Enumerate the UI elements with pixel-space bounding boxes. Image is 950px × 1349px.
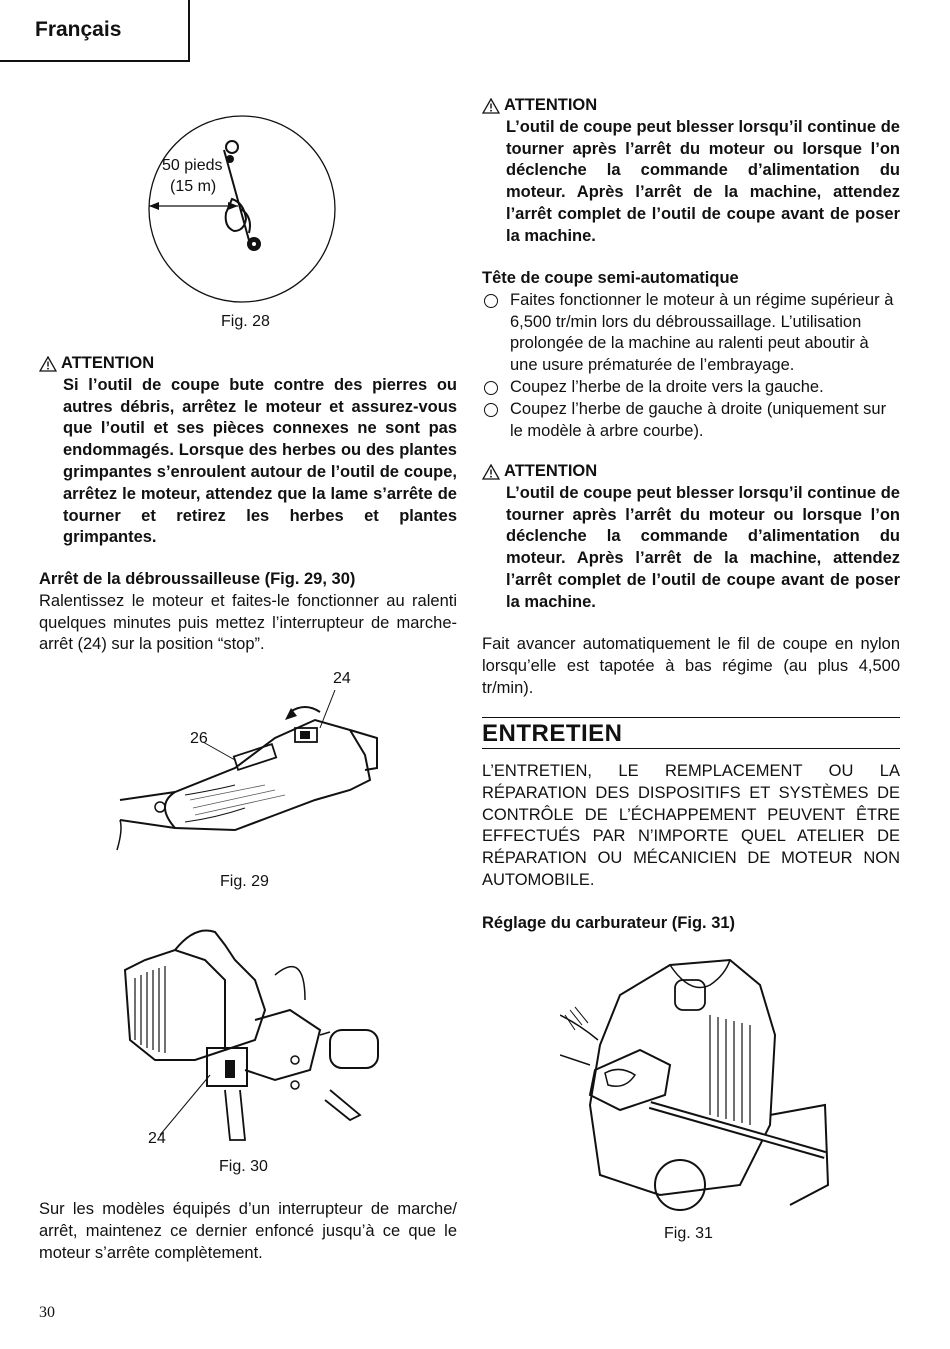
warning-3 — [482, 461, 900, 614]
fig28-illustration — [146, 114, 346, 314]
fig30-label-24: 24 — [148, 1130, 166, 1147]
fig31-caption: Fig. 31 — [664, 1225, 713, 1242]
warning-2-title: ATTENTION — [504, 96, 598, 114]
list-item: Coupez l’herbe de la droite vers la gauche. — [482, 377, 900, 399]
language-tab — [0, 0, 190, 62]
fig30-illustration — [115, 920, 385, 1150]
maintenance-heading-text: ENTRETIEN — [482, 720, 623, 747]
fig29-illustration — [115, 690, 385, 860]
fig29-caption: Fig. 29 — [220, 873, 269, 890]
carb-title: Réglage du carburateur (Fig. 31) — [482, 914, 736, 932]
bullet-circle-icon — [484, 294, 498, 308]
stop-section-text: Ralentissez le moteur et faites-le fonctionner au ralenti quelques minutes puis mettez l’interrupteur de marche-arrêt (24) sur la position “stop”. — [39, 591, 457, 654]
fig28-label-2: (15 m) — [170, 178, 217, 195]
fig29-label-26: 26 — [190, 730, 208, 747]
semi-auto-title: Tête de coupe semi-automatique — [482, 269, 739, 287]
warning-3-text: L’outil de coupe peut blesser lorsqu’il continue de tourner après l’arrêt du moteur ou lorsque l’on déclenche la commande d’alimentation du moteur. Après l’arrêt de la machine, attendez l’arrêt complet de l’outil de coupe avant de poser la machine. — [506, 483, 900, 611]
feed-paragraph — [482, 634, 900, 699]
page-number: 30 — [39, 1304, 55, 1321]
carb-section — [482, 913, 900, 935]
warning-triangle-icon — [482, 98, 500, 114]
warning-2-text: L’outil de coupe peut blesser lorsqu’il continue de tourner après l’arrêt du moteur ou lorsque l’on déclenche la commande d’alimentation du moteur. Après l’arrêt de la machine, attendez l’arrêt complet de l’outil de coupe avant de poser la machine. — [506, 117, 900, 245]
fig31-illustration — [560, 955, 830, 1215]
fig28-label-1: 50 pieds — [162, 157, 223, 174]
warning-2 — [482, 95, 900, 248]
warning-triangle-icon — [39, 356, 57, 372]
fig29-label-24: 24 — [333, 670, 351, 687]
fig30-caption: Fig. 30 — [219, 1158, 268, 1175]
maintenance-paragraph — [482, 761, 900, 892]
maintenance-text: L’ENTRETIEN, LE REMPLACEMENT OU LA RÉPARATION DES DISPOSITIFS ET SYSTÈMES DE CONTRÔLE DE L’ÉCHAPPEMENT PEUVENT ÊTRE EFFECTUÉS PAR N’IMPORTE QUEL ATELIER DE RÉPARATION OU MÉCANICIEN DE MOTEUR NON AUTOMOBILE. — [482, 762, 900, 889]
warning-3-title: ATTENTION — [504, 462, 598, 480]
fig28-caption: Fig. 28 — [221, 313, 270, 330]
list-item: Coupez l’herbe de gauche à droite (uniquement sur le modèle à arbre courbe). — [482, 399, 900, 443]
warning-1-title: ATTENTION — [61, 354, 155, 372]
stop-section — [39, 569, 457, 656]
language-label: Français — [35, 18, 122, 41]
feed-text: Fait avancer automatiquement le fil de coupe en nylon lorsqu’elle est tapotée à bas régime (au plus 4,500 tr/min). — [482, 635, 900, 697]
stop-note-text: Sur les modèles équipés d’un interrupteur de marche/ arrêt, maintenez ce dernier enfoncé jusqu’à ce que le moteur s’arrête complètement. — [39, 1200, 457, 1262]
stop-section-title: Arrêt de la débroussailleuse (Fig. 29, 30) — [39, 570, 356, 588]
bullet-circle-icon — [484, 403, 498, 417]
semi-auto-section — [482, 268, 900, 442]
warning-1 — [39, 353, 457, 549]
warning-triangle-icon — [482, 464, 500, 480]
maintenance-heading — [482, 717, 900, 749]
stop-note — [39, 1199, 457, 1264]
bullet-circle-icon — [484, 381, 498, 395]
warning-1-text: Si l’outil de coupe bute contre des pierres ou autres débris, arrêtez le moteur et assurez-vous que l’outil et ses pièces connexes ne sont pas endommagés. Lorsque des herbes ou des plantes grimpantes s’enroulent autour de l’outil de coupe, arrêtez le moteur, attendez que la lame s’arrête de tourner et retirez les herbes et plantes grimpantes. — [63, 375, 457, 547]
list-item: Faites fonctionner le moteur à un régime supérieur à 6,500 tr/min lors du débroussaillage. L’utilisation prolongée de la machine au ralenti peut aboutir à une usure prématurée de l’embrayage. — [482, 290, 900, 377]
